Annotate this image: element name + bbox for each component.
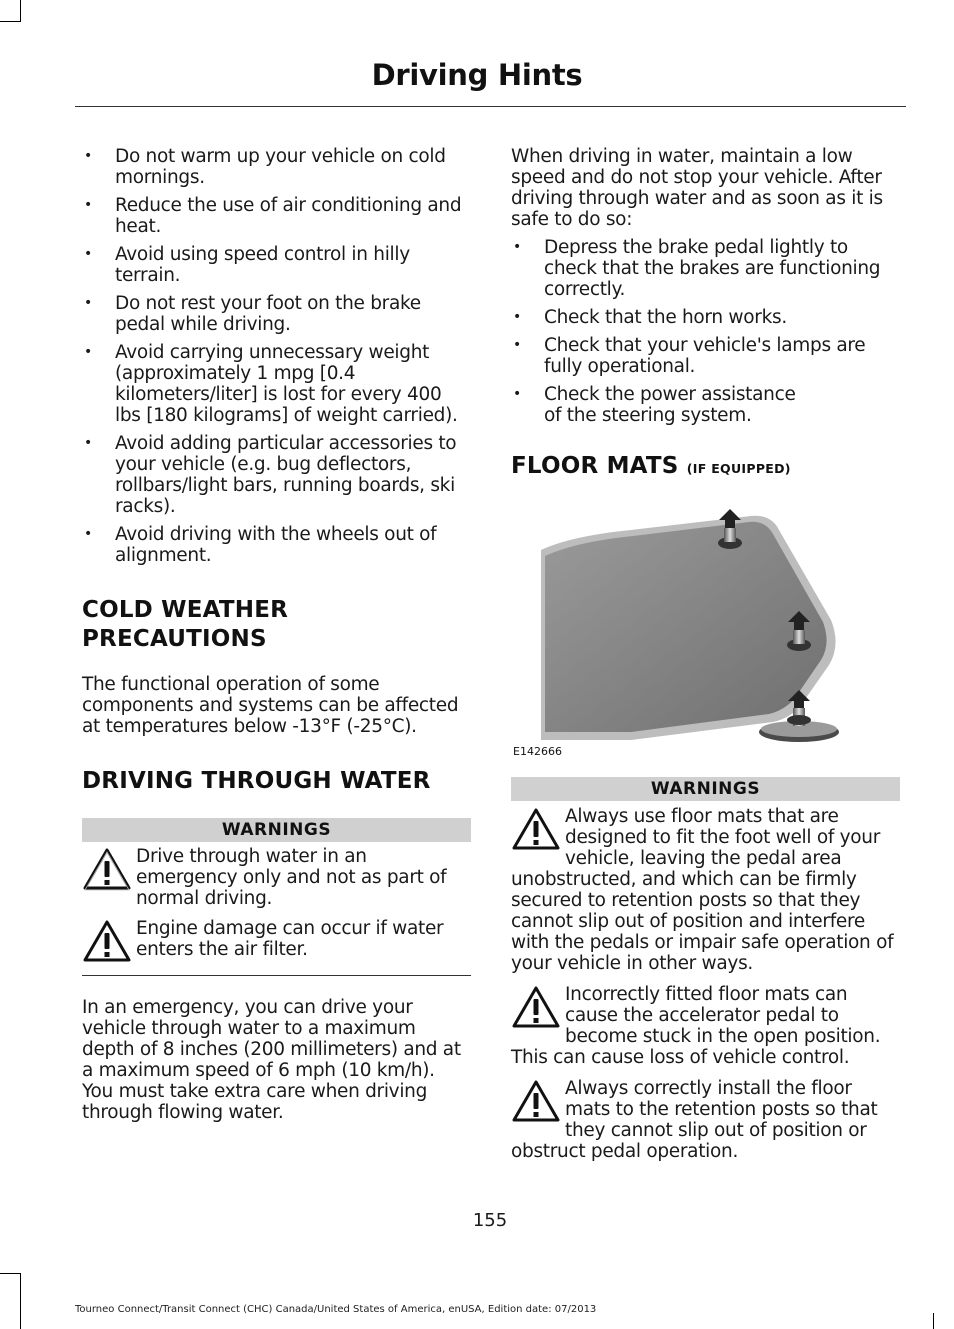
floor-mat-illustration	[511, 500, 900, 758]
floor-mats-heading: FLOOR MATS (IF EQUIPPED)	[511, 453, 791, 479]
warnings-end-rule	[82, 975, 471, 976]
crop-mark	[0, 1273, 20, 1274]
cold-weather-text: The functional operation of some components and systems can be affected at temperatures below -13°F (-25°C).	[82, 674, 459, 737]
driving-water-text: In an emergency, you can drive your vehicle through water to a maximum depth of 8 inches (200 millimeters) and at a maximum speed of 6 mph (10 km/h). You must take extra care when driving through flowing water.	[82, 997, 461, 1123]
warning-triangle-icon	[511, 985, 561, 1029]
title-divider	[75, 106, 906, 107]
left-column	[82, 146, 471, 1123]
figure-label: E142666	[513, 745, 562, 758]
floor-mat-image	[511, 500, 900, 758]
footer-edition-info: Tourneo Connect/Transit Connect (CHC) Canada/United States of America, enUSA, Edition date: 07/2013	[75, 1304, 597, 1315]
list-item: • Avoid adding particular accessories to your vehicle (e.g. bug deflectors, rollbars/light bars, running boards, ski racks).	[84, 433, 457, 517]
list-item: • Avoid carrying unnecessary weight (approximately 1 mpg [0.4 kilometers/liter] is lost for every 400 lbs [180 kilograms] of weight carried).	[84, 342, 458, 426]
after-water-checks-list	[511, 237, 900, 426]
list-item: • Check that your vehicle's lamps are fully operational.	[513, 335, 866, 377]
list-item: • Depress the brake pedal lightly to check that the brakes are functioning correctly.	[513, 237, 881, 300]
list-item: • Check the power assistance of the steering system.	[513, 384, 796, 426]
warning-triangle-icon	[82, 919, 132, 963]
crop-mark	[0, 21, 20, 22]
warning-triangle-icon	[511, 1079, 561, 1123]
water-intro-text: When driving in water, maintain a low speed and do not stop your vehicle. After driving through water and as soon as it is safe to do so:	[511, 146, 883, 230]
warning-item: Always use floor mats that are designed to fit the foot well of your vehicle, leaving the pedal area unobstructed, and which can be firmly secured to retention posts so that they cannot slip out of position and interfere with the pedals or impair safe operation of your vehicle in other ways.	[511, 806, 894, 974]
crop-mark	[20, 1273, 21, 1329]
crop-mark	[20, 0, 21, 22]
warning-item: Incorrectly fitted floor mats can cause the accelerator pedal to become stuck in the open position. This can cause loss of vehicle control.	[511, 984, 881, 1068]
crop-mark	[933, 1313, 934, 1329]
page-title: Driving Hints	[371, 58, 583, 92]
warning-triangle-icon	[511, 807, 561, 851]
driving-water-heading: DRIVING THROUGH WATER	[82, 768, 431, 794]
list-item: • Avoid driving with the wheels out of alignment.	[84, 524, 437, 566]
list-item: • Do not warm up your vehicle on cold mornings.	[84, 146, 446, 188]
page-number: 155	[472, 1210, 508, 1231]
right-column	[511, 146, 900, 1162]
cold-weather-heading: COLD WEATHER PRECAUTIONS	[82, 597, 289, 652]
warnings-header: WARNINGS	[511, 777, 900, 801]
warning-item: Always correctly install the floor mats to the retention posts so that they cannot slip out of position or obstruct pedal operation.	[511, 1078, 878, 1162]
list-item: • Do not rest your foot on the brake pedal while driving.	[84, 293, 421, 335]
warning-item: Engine damage can occur if water enters the air filter.	[82, 918, 471, 968]
warning-triangle-icon	[82, 847, 132, 891]
warnings-header: WARNINGS	[82, 818, 471, 842]
list-item: • Reduce the use of air conditioning and heat.	[84, 195, 462, 237]
list-item: • Avoid using speed control in hilly terrain.	[84, 244, 410, 286]
warning-item: Drive through water in an emergency only and not as part of normal driving.	[82, 846, 471, 909]
list-item: • Check that the horn works.	[513, 307, 787, 328]
fuel-economy-tips-list	[82, 146, 471, 566]
